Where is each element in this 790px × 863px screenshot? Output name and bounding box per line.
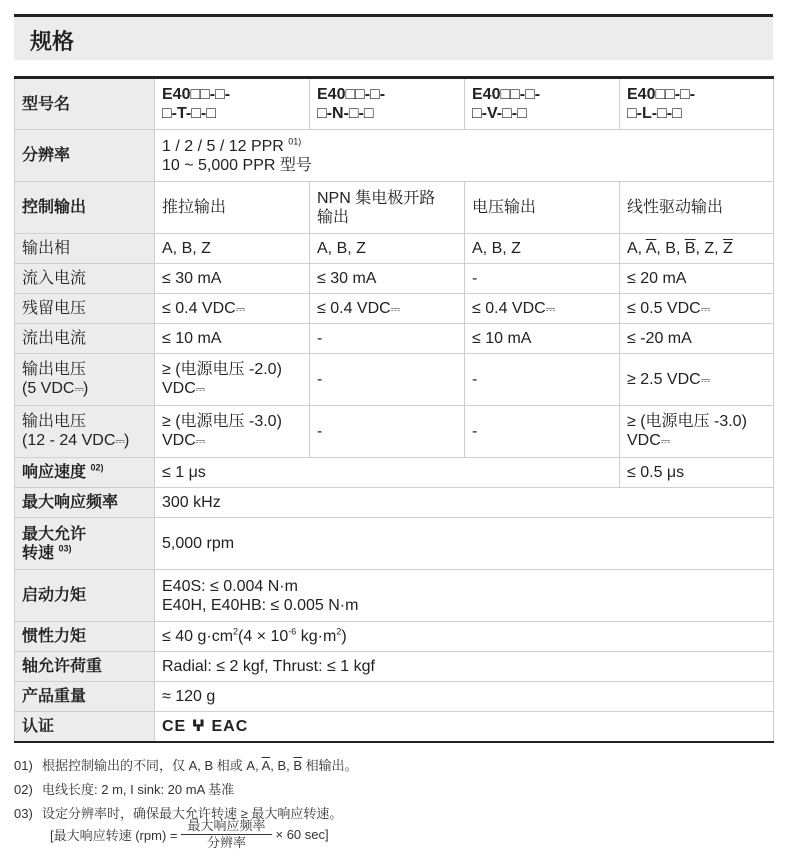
- row-label-model: 型号名: [15, 78, 155, 130]
- table-row-max-response-freq: [15, 488, 774, 518]
- footnote-2: 02) 电线长度: 2 m, I sink: 20 mA 基准: [14, 782, 235, 797]
- footnote-3: 03) 设定分辨率时，确保最大允许转速 ≥ 最大响应转速。: [14, 806, 343, 821]
- row-label-output-voltage-5v: 输出电压 (5 VDC⎓): [15, 354, 155, 406]
- table-row-residual-voltage: [15, 294, 774, 324]
- output-phase-t: A, B, Z: [155, 234, 310, 264]
- output-voltage-12-24v-t: ≥ (电源电压 -3.0) VDC⎓: [155, 406, 310, 458]
- row-label-moment-inertia: 惯性力矩: [15, 622, 155, 652]
- model-header-n: E40□□-□- □-N-□-□: [310, 78, 465, 130]
- formula-numerator: 最大响应频率: [181, 818, 271, 835]
- output-voltage-12-24v-l: ≥ (电源电压 -3.0) VDC⎓: [620, 406, 774, 458]
- row-label-response-speed: 响应速度 $^{02)}$: [15, 458, 155, 488]
- response-speed-tnv: ≤ 1 μs: [155, 458, 620, 488]
- row-label-certification: 认证: [15, 712, 155, 742]
- output-phase-l: A, $\overline{A}$, B, $\overline{B}$, Z, $\overline{Z}$: [620, 234, 774, 264]
- formula-fraction: [181, 818, 271, 851]
- outflow-current-v: ≤ 10 mA: [465, 324, 620, 354]
- residual-voltage-l: ≤ 0.5 VDC⎓: [620, 294, 774, 324]
- resolution-value: 1 / 2 / 5 / 12 PPR $^{01)}$ 10 ~ 5,000 PPR 型号: [155, 130, 774, 182]
- table-row-inflow-current: [15, 264, 774, 294]
- outflow-current-t: ≤ 10 mA: [155, 324, 310, 354]
- control-output-t: 推拉输出: [155, 182, 310, 234]
- certification-marks-icon: CE ⵖ EAC: [162, 717, 249, 735]
- row-label-weight: 产品重量: [15, 682, 155, 712]
- table-row-moment-inertia: [15, 622, 774, 652]
- output-voltage-5v-v: -: [465, 354, 620, 406]
- page-title: 规格: [30, 29, 75, 54]
- table-row-shaft-load: [15, 652, 774, 682]
- table-row-certification: [15, 712, 774, 742]
- table-row-max-speed: [15, 518, 774, 570]
- output-voltage-5v-l: ≥ 2.5 VDC⎓: [620, 354, 774, 406]
- residual-voltage-v: ≤ 0.4 VDC⎓: [465, 294, 620, 324]
- row-label-output-phase: 输出相: [15, 234, 155, 264]
- table-row-model: [15, 78, 774, 130]
- row-label-control-output: 控制输出: [15, 182, 155, 234]
- table-row-response-speed: [15, 458, 774, 488]
- control-output-l: 线性驱动输出: [620, 182, 774, 234]
- spec-table: [14, 76, 774, 743]
- formula-denominator: 分辨率: [206, 835, 246, 850]
- control-output-n: NPN 集电极开路 输出: [310, 182, 465, 234]
- footnotes: [14, 754, 774, 826]
- output-voltage-5v-n: -: [310, 354, 465, 406]
- inflow-current-l: ≤ 20 mA: [620, 264, 774, 294]
- output-voltage-12-24v-v: -: [465, 406, 620, 458]
- formula-right: × 60 sec]: [275, 827, 329, 842]
- row-label-max-speed: 最大允许 转速 $^{03)}$: [15, 518, 155, 570]
- row-label-residual-voltage: 残留电压: [15, 294, 155, 324]
- row-label-starting-torque: 启动力矩: [15, 570, 155, 622]
- model-header-v: E40□□-□- □-V-□-□: [465, 78, 620, 130]
- shaft-load-value: Radial: ≤ 2 kgf, Thrust: ≤ 1 kgf: [155, 652, 774, 682]
- outflow-current-n: -: [310, 324, 465, 354]
- table-row-control-output: [15, 182, 774, 234]
- model-header-t: E40□□-□- □-T-□-□: [155, 78, 310, 130]
- footnote-1: 01) 根据控制输出的不同，仅 A, B 相或 A, $\overline{A}$, B, $\overline{B}$ 相输出。: [14, 758, 358, 773]
- inflow-current-v: -: [465, 264, 620, 294]
- formula-left: [最大响应转速 (rpm) =: [50, 828, 178, 843]
- residual-voltage-t: ≤ 0.4 VDC⎓: [155, 294, 310, 324]
- starting-torque-value: E40S: ≤ 0.004 N·m E40H, E40HB: ≤ 0.005 N·m: [155, 570, 774, 622]
- table-row-resolution: [15, 130, 774, 182]
- table-row-starting-torque: [15, 570, 774, 622]
- row-label-inflow-current: 流入电流: [15, 264, 155, 294]
- section-title-bar: [14, 14, 773, 60]
- output-voltage-5v-t: ≥ (电源电压 -2.0) VDC⎓: [155, 354, 310, 406]
- output-phase-n: A, B, Z: [310, 234, 465, 264]
- max-speed-value: 5,000 rpm: [155, 518, 774, 570]
- row-label-resolution: 分辨率: [15, 130, 155, 182]
- row-label-shaft-load: 轴允许荷重: [15, 652, 155, 682]
- inflow-current-n: ≤ 30 mA: [310, 264, 465, 294]
- max-response-freq-value: 300 kHz: [155, 488, 774, 518]
- output-voltage-12-24v-n: -: [310, 406, 465, 458]
- table-row-output-voltage-5v: [15, 354, 774, 406]
- row-label-output-voltage-12-24v: 输出电压 (12 - 24 VDC⎓): [15, 406, 155, 458]
- speed-formula: [50, 818, 329, 851]
- control-output-v: 电压输出: [465, 182, 620, 234]
- table-row-output-voltage-12-24v: [15, 406, 774, 458]
- residual-voltage-n: ≤ 0.4 VDC⎓: [310, 294, 465, 324]
- weight-value: ≈ 120 g: [155, 682, 774, 712]
- row-label-outflow-current: 流出电流: [15, 324, 155, 354]
- certification-value: [155, 712, 774, 742]
- table-row-output-phase: [15, 234, 774, 264]
- outflow-current-l: ≤ -20 mA: [620, 324, 774, 354]
- table-row-outflow-current: [15, 324, 774, 354]
- output-phase-v: A, B, Z: [465, 234, 620, 264]
- table-row-weight: [15, 682, 774, 712]
- inflow-current-t: ≤ 30 mA: [155, 264, 310, 294]
- model-header-l: E40□□-□- □-L-□-□: [620, 78, 774, 130]
- response-speed-l: ≤ 0.5 μs: [620, 458, 774, 488]
- row-label-max-response-freq: 最大响应频率: [15, 488, 155, 518]
- moment-inertia-value: ≤ 40 $g\cdot cm^2(4 \times 10^{-6}$ $kg\cdot m^2$): [155, 622, 774, 652]
